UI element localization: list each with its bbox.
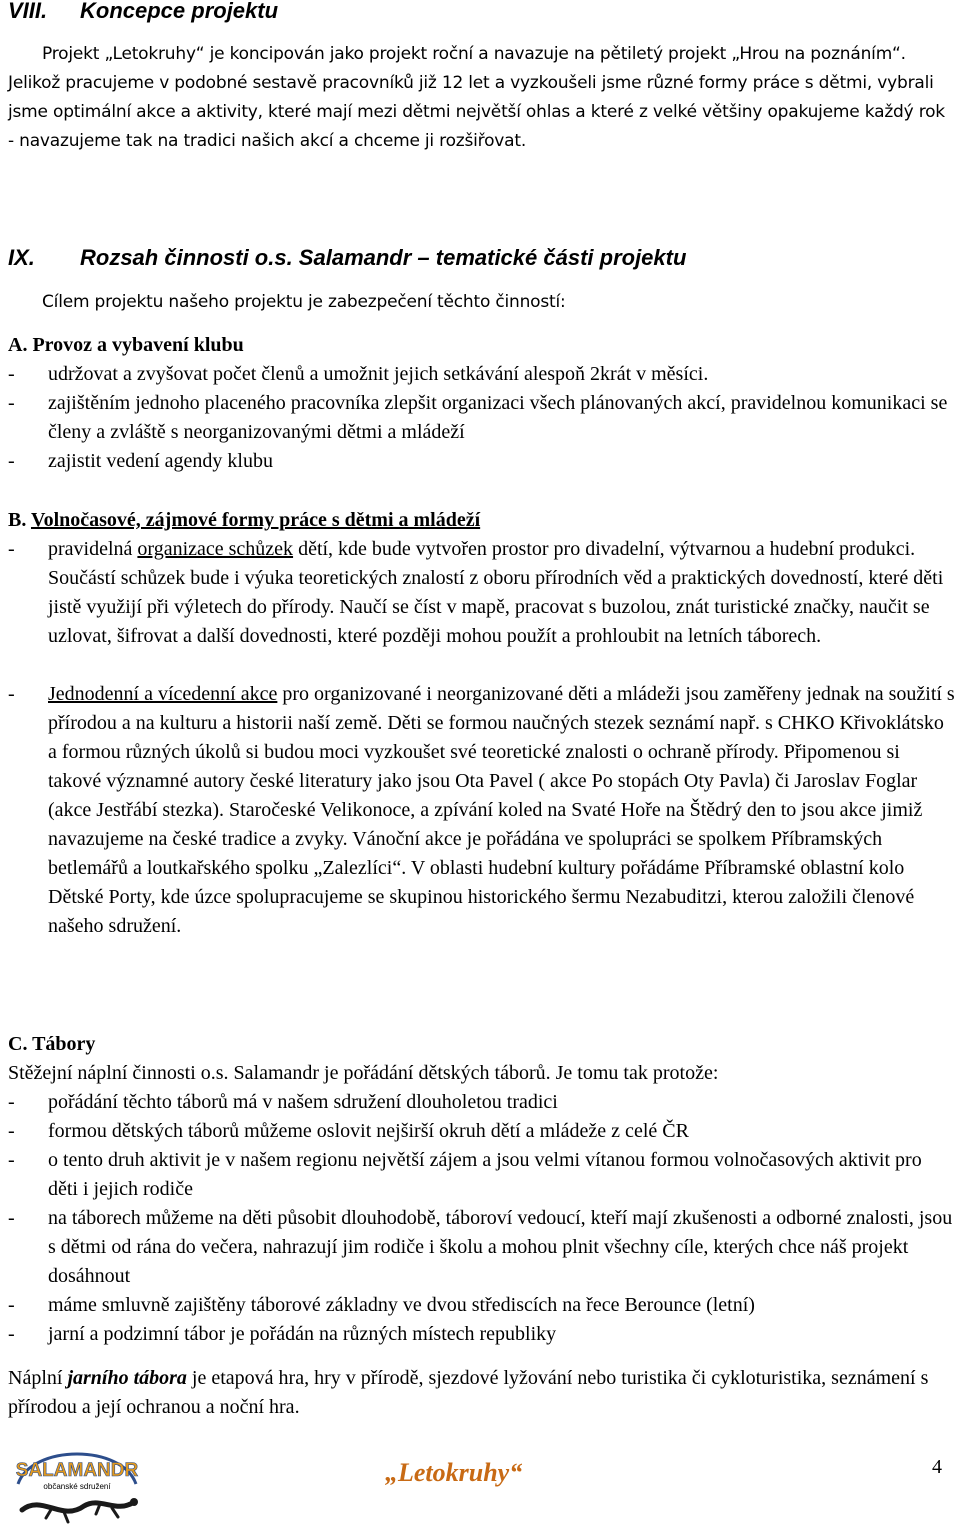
part-c-intro: Stěžejní náplní činnosti o.s. Salamandr je pořádání dětských táborů. Je tomu tak protože: bbox=[8, 1062, 719, 1084]
part-a-heading: A. Provoz a vybavení klubu bbox=[8, 334, 244, 356]
section-8-heading bbox=[8, 0, 278, 25]
section-8-number: VIII. bbox=[8, 0, 48, 23]
part-b-heading-underlined: Volnočasové, zájmové formy práce s dětmi a mládeží bbox=[30, 509, 481, 531]
organizace-schuzek-link: organizace schůzek bbox=[137, 538, 294, 560]
page-number: 4 bbox=[932, 1456, 942, 1478]
jarniho-tabora-emphasis: jarního tábora bbox=[67, 1367, 187, 1389]
section-9-number: IX. bbox=[8, 245, 35, 270]
salamandr-logo bbox=[12, 1440, 142, 1530]
section-9-title: Rozsah činnosti o.s. Salamandr – tematické části projektu bbox=[80, 245, 687, 270]
salamander-body-icon bbox=[22, 1502, 134, 1511]
part-c-heading: C. Tábory bbox=[8, 1033, 96, 1055]
part-c-item-3: - o tento druh aktivit je v našem regionu největší zájem a jsou velmi vítanou formou volnočasových aktivit pro děti i jejich rodiče bbox=[8, 1149, 922, 1200]
part-b-item-2: - Jednodenní a vícedenní akce pro organizované i neorganizované děti a mládeži jsou zaměřeny jednak na soužití s přírodou a na kulturu a historii naší země. Děti se formou naučných stezek seznámí např. s CHKO Křivoklátsko a formou různých úkolů si budou moci vyzkoušet své teoretické znalosti o ochraně přírody. Připomenou si takové významné autory české literatury jako jsou Ota Pavel ( akce Po stopách Oty Pavla) či Jaroslav Foglar (akce Jestřábí stezka). Staročeské Velikonoce, a zpívání koled na Svaté Hoře na Štědrý den to jsou akce jimiž navazujeme na české tradice a zvyky. Vánoční akce je pořádána ve spolupráci se spolkem Příbramských betlemářů a loutkařského spolku „Zalezlíci“. V oblasti hudební kultury pořádáme Příbramské oblastní kolo Dětské Porty, kde úzce spolupracujeme se skupinou historického šermu Nezabuditzi, kterou založili členové našeho sdružení. bbox=[8, 683, 955, 937]
part-c-item-6: - jarní a podzimní tábor je pořádán na různých místech republiky bbox=[8, 1323, 557, 1345]
spring-camp-paragraph: Náplní jarního tábora je etapová hra, hry v přírodě, sjezdové lyžování nebo turistika či cykloturistika, seznámení s přírodou a její ochranou a noční hra. bbox=[8, 1367, 929, 1418]
section-9-heading bbox=[8, 244, 686, 272]
part-c-item-5: - máme smluvně zajištěny táborové základny ve dvou střediscích na řece Berounce (letní) bbox=[8, 1294, 755, 1316]
part-b-item-1: - pravidelná organizace schůzek dětí, kde bude vytvořen prostor pro divadelní, výtvarnou a hudební produkci. Součástí schůzek bude i výuka teoretických znalostí z oboru přírodních věd a praktických dovedností, které děti jistě využijí při výletech do přírody. Naučí se číst v mapě, pracovat s buzolou, znát turistické značky, naučit se uzlovat, šifrovat a další dovednosti, které později mohou použít a prohloubit na letních táborech. bbox=[8, 538, 944, 647]
part-a-item-2: - zajištěním jednoho placeného pracovníka zlepšit organizaci všech plánovaných akcí, pravidelnou komunikaci se členy a zvláště s neorganizovanými dětmi a mládeží bbox=[8, 392, 948, 443]
part-c-item-2: - formou dětských táborů můžeme oslovit nejširší okruh dětí a mládeže z celé ČR bbox=[8, 1120, 689, 1142]
part-c-item-4: - na táborech můžeme na děti působit dlouhodobě, táboroví vedoucí, kteří mají zkušenosti a odborné znalosti, jsou s dětmi od rána do večera, nahrazují jim rodiče i školu a mohou plnit všechny cíle, kterých chce náš projekt dosáhnout bbox=[8, 1207, 953, 1287]
logo-text: SALAMANDR bbox=[15, 1460, 139, 1481]
section-9-intro: Cílem projektu našeho projektu je zabezpečení těchto činností: bbox=[42, 292, 566, 312]
footer-project-title: „Letokruhy“ bbox=[385, 1458, 523, 1487]
jednodenni-akce-link: Jednodenní a vícedenní akce bbox=[48, 683, 278, 705]
logo-subtitle: občanské sdružení bbox=[43, 1482, 111, 1491]
part-c-item-1: - pořádání těchto táborů má v našem sdružení dlouholetou tradici bbox=[8, 1091, 558, 1113]
part-a-item-1: - udržovat a zvyšovat počet členů a umožnit jejich setkávání alespoň 2krát v měsíci. bbox=[8, 363, 709, 385]
part-b-heading: B. Volnočasové, zájmové formy práce s dětmi a mládeží bbox=[8, 509, 481, 531]
section-8-title: Koncepce projektu bbox=[80, 0, 279, 23]
part-a-item-3: - zajistit vedení agendy klubu bbox=[8, 450, 273, 472]
salamander-head-icon bbox=[130, 1498, 138, 1506]
section-8-paragraph: Projekt „Letokruhy“ je koncipován jako projekt roční a navazuje na pětiletý projekt „Hrou na poznáním“. Jelikož pracujeme v podobné sestavě pracovníků již 12 let a vyzkoušeli jsme různé formy práce s dětmi, vybrali jsme optimální akce a aktivity, které mají mezi dětmi největší ohlas a které z velké většiny opakujeme každý rok - navazujeme tak na tradici našich akcí a chceme ji rozšiřovat. bbox=[8, 44, 945, 151]
